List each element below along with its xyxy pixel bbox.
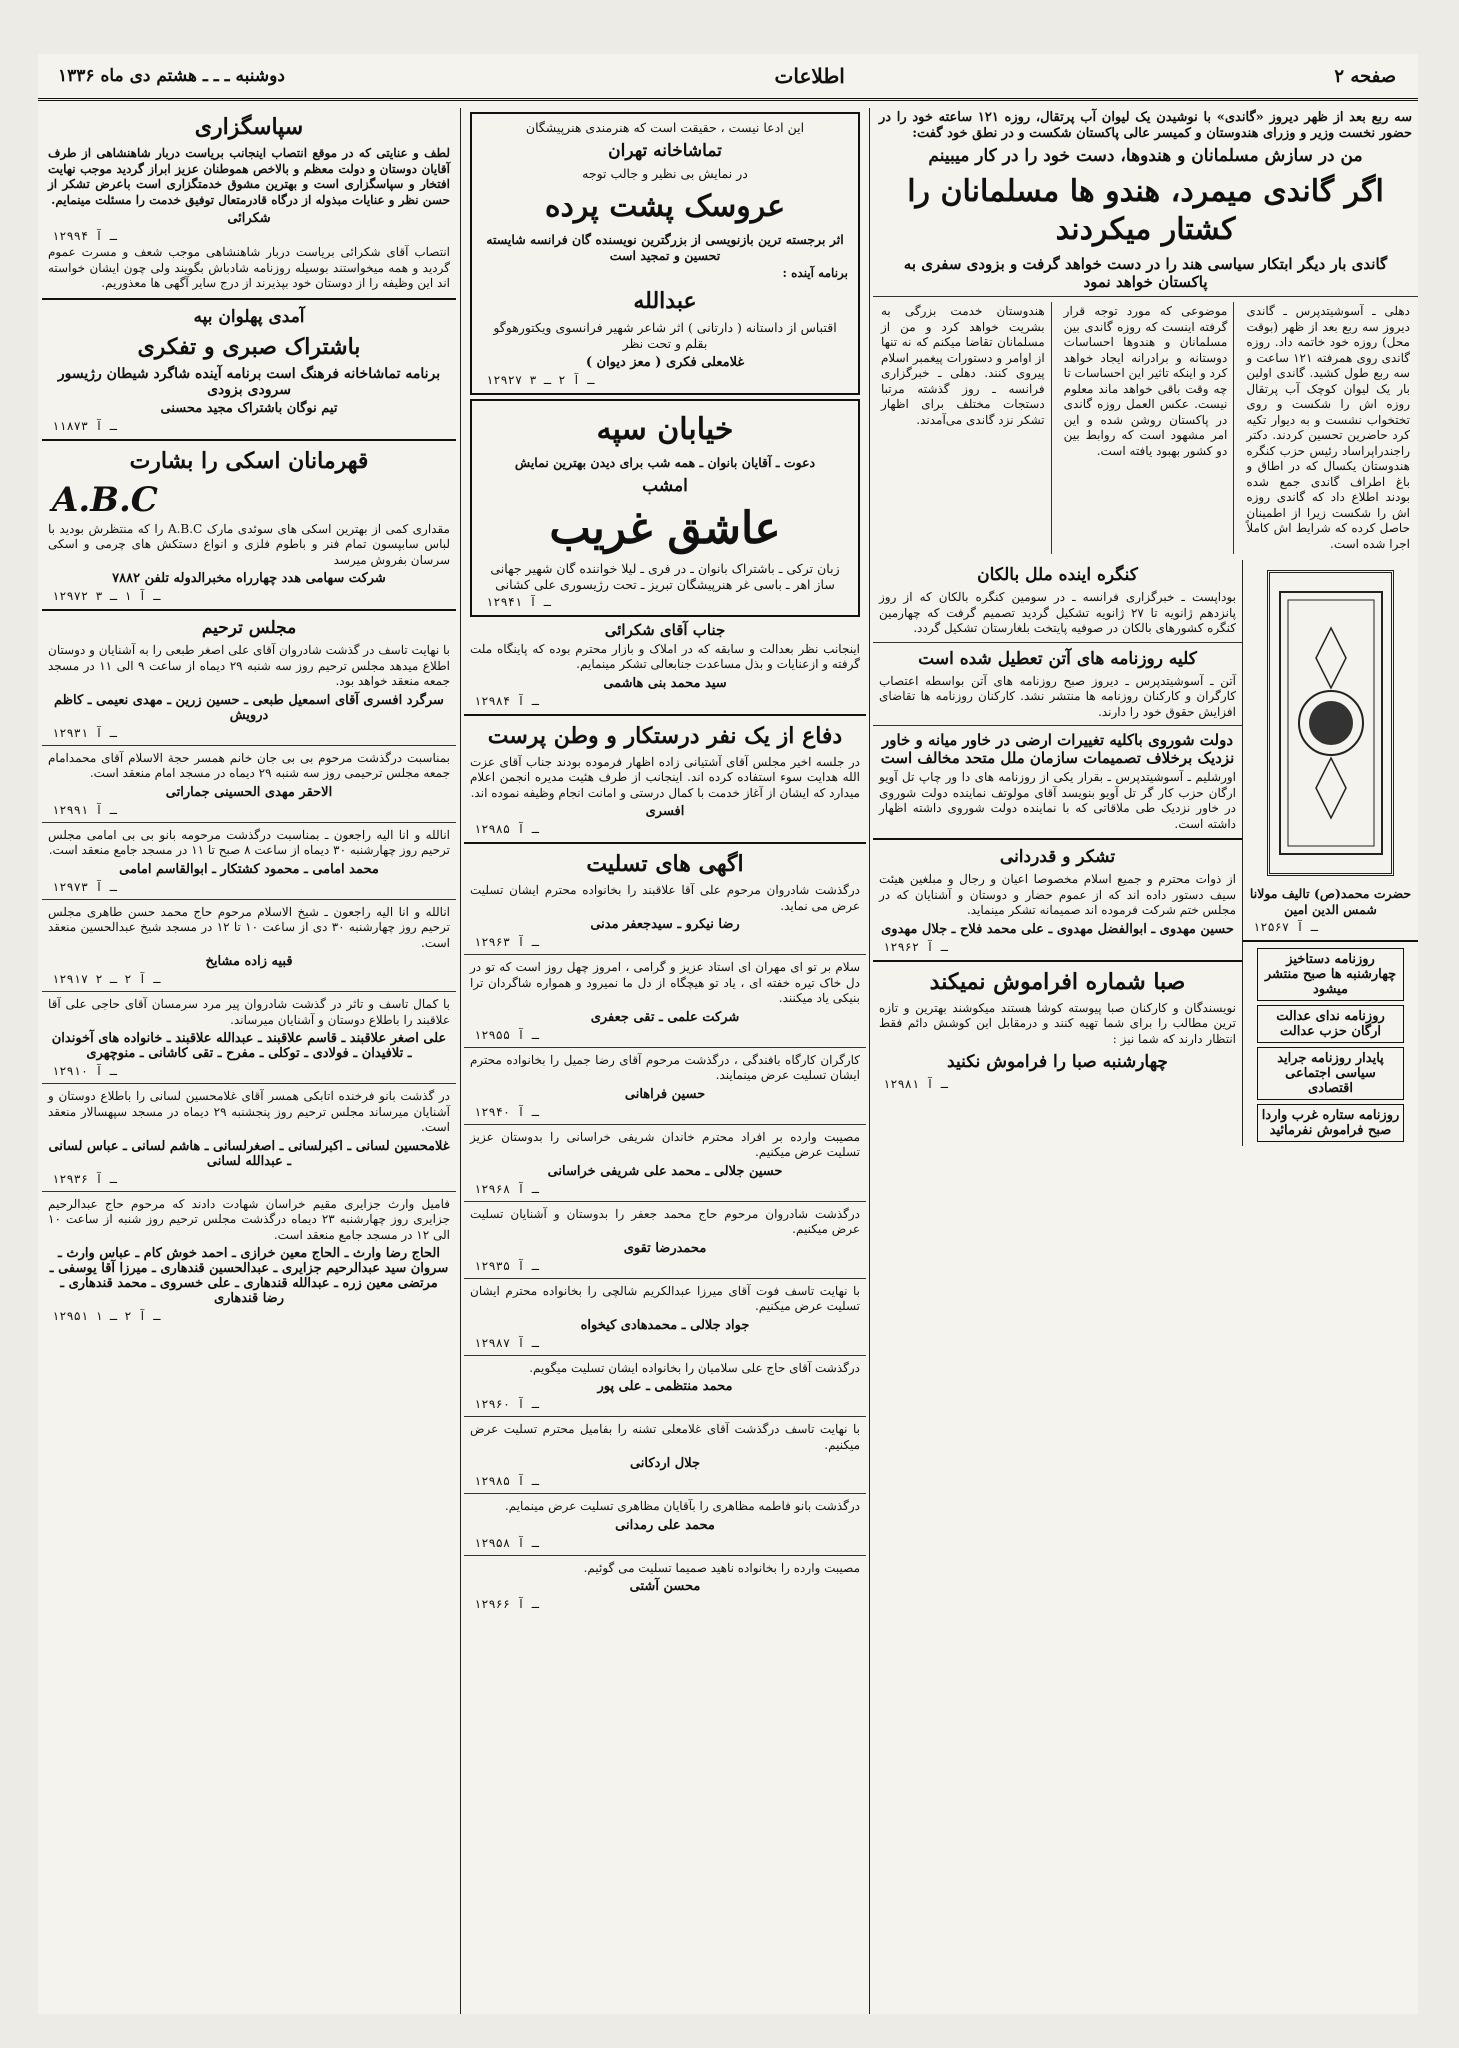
gandhi-body-mid: موضوعی که مورد توجه قرار گرفته اینست که روزه گاندی بین مسلمانان و هندوها احساسات دوستانه و برادرانه ایجاد خواهد کرد و اینکه تاثیر این احساسات تا چه وقت باقی خواهد ماند معلوم نیست. عکس العمل روزه گاندی در پاکستان روشن شده و این امر مشهود است که روابط بین دو کشور بهبود یافته است. — [1063, 304, 1228, 458]
condolence-list — [464, 883, 866, 1611]
ski-text: مقداری کمی از بهترین اسکی های سوئدی مارک A.B.C را که منتظرش بودید با لباس سابپسون تمام فنر و باطوم فلزی و انواع دستکش های چرمی و اسکی سرسان بفروش میرسد — [48, 521, 450, 567]
mourning-code: ۱۲۹۱۷ ـ آ ۲ ـ ۲ — [52, 972, 161, 986]
condolence-signature: رضا نیکرو ـ سیدجعفر مدنی — [590, 917, 740, 932]
ornament-column — [1242, 560, 1418, 1146]
condolence-signature: محمدرضا تقوی — [623, 1240, 707, 1256]
center-column — [464, 108, 866, 2014]
upcoming-note: اقتباس از داستانه ( دارتانی ) اثر شاعر شهیر فرانسوی ویکتورهوگو بقلم و تحت نظر — [493, 319, 837, 351]
newspaper-page — [38, 54, 1418, 2014]
upcoming-author: غلامعلی فکری ( معز دیوان ) — [585, 354, 745, 370]
athens-strike-text: آتن ـ آسوشیتدپرس ـ دیروز صبح روزنامه های آتن بواسطه اعتصاب کارگران و کارکنان روزنامه ها منتشر نشد. کارکنان روزنامه ها تقاضای افزایش حقوق خود را دارند. — [879, 673, 1236, 719]
thanks-title: تشکر و قدردانی — [999, 847, 1116, 867]
defense-text: در جلسه اخیر مجلس آقای آشتیانی زاده اظهار فرموده بودند جناب آقای عزت الله هدایت سوء استفاده کرده اند. اینجانب از طرف هئیت مدیره انجمن اعلام میدارد که ایشان از آغاز خدمت با کمال درستی و امانت انجام وظیفه نموده اند. — [470, 754, 860, 800]
gandhi-body-left: هندوستان خدمت بزرگی به بشریت خواهد کرد و من از مسلمانان تقاضا میکنم که نه تنها از اوامر و دستورات پیغمبر اسلام پیروی کنند. دهلی ـ خبرگزاری فرانسه ـ روز گذشته مرتبا دستجات مختلف برای اظهار تشکر نزد گاندی می‌آمدند. — [880, 304, 1045, 427]
condolence-code: ۱۲۹۵۵ ـ آ — [474, 1027, 540, 1042]
mourning-code: ۱۲۹۵۱ ـ آ ۲ ـ ۱ — [52, 1309, 161, 1323]
soviet-text: اورشلیم ـ آسوشیتدپرس ـ بقرار یکی از روزنامه های دا ور چاپ تل آویو ارگان حزب کار گر تل آویو بنویسد آقای مولوتف نماینده دولت شوروی در خاور نزدیک طی ملاقاتی که با نماینده دولت شوروی داشته اظهار داشته است. — [879, 770, 1236, 831]
condolence-item — [464, 883, 866, 955]
condolence-code: ۱۲۹۸۷ ـ آ — [474, 1335, 540, 1350]
condolence-signature: محمد منتظمی ـ علی پور — [597, 1379, 733, 1394]
condolence-text: مصیبت وارده را بخانواده ناهید صمیما تسلیت می گوئیم. — [583, 1560, 860, 1575]
condolence-code: ۱۲۹۶۶ ـ آ — [474, 1597, 540, 1611]
condolence-item — [464, 1361, 866, 1418]
wrestler-subtitle: باشتراک صبری و تفکری — [137, 333, 361, 360]
condolence-signature: شرکت علمی ـ تقی جعفری — [590, 1009, 740, 1025]
condolence-title: اگهی های تسلیت — [586, 851, 744, 877]
mourning-text: انالله و انا الیه راجعون ـ بمناسبت درگذشت مرحومه بانو بی بی امامی مجلس ترحیم روز چهارشنبه ۳۰ دیماه از ساعت ۸ صبح تا ۱۱ در مسجد جامع منعقد است. — [48, 827, 450, 857]
ad-paydar: پایدار روزنامه جراید سیاسی اجتماعی اقتصادی — [1257, 1047, 1404, 1100]
condolence-signature: حسین جلالی ـ محمد علی شریفی خراسانی — [547, 1163, 783, 1179]
saba-footer: چهارشنبه صبا را فراموش نکنید — [947, 1052, 1168, 1072]
condolence-item — [464, 1130, 866, 1202]
left-column — [42, 108, 456, 2014]
ski-code: ۱۲۹۷۲ ـ آ ۱ ـ ۳ — [52, 589, 161, 603]
athens-strike-title: کلیه روزنامه های آتن تعطیل شده است — [918, 648, 1197, 669]
gandhi-subhead: گاندی بار دیگر ابتکار سیاسی هند را در دست خواهد گرفت و بزودی سفری به پاکستان خواهد نمود — [903, 255, 1388, 291]
condolence-item — [464, 1207, 866, 1279]
theater-ad — [470, 112, 860, 395]
mourning-text: بمناسبت درگذشت مرحوم بی بی جان خانم همسر حجة الاسلام آقای محمدامام جمعه مجلس ترحیمی روز سه شنبه ۲۹ دیماه در مسجد امام منعقد است. — [48, 750, 450, 780]
condolence-text: درگذشت آقای حاج علی سلامیان را بخانواده ایشان تسلیت میگویم. — [529, 1360, 860, 1375]
condolence-text: کارگران کارگاه بافندگی ، درگذشت مرحوم آقای رضا جمیل را بخانواده محترم ایشان تسلیت عرض مینمایند. — [470, 1052, 860, 1082]
balkan-title: کنگره اینده ملل بالکان — [977, 565, 1138, 585]
condolence-item — [464, 1284, 866, 1356]
mourning-code: ۱۲۹۹۱ ـ آ — [52, 802, 118, 817]
upcoming-label: برنامه آینده : — [782, 266, 848, 280]
saba-code: ۱۲۹۸۱ ـ آ — [883, 1077, 949, 1091]
condolence-item — [464, 1422, 866, 1494]
book-ornament — [1267, 570, 1394, 876]
gandhi-intro: سه ربع بعد از ظهر دیروز «گاندی» با نوشیدن یک لیوان آب پرتقال، روزه ۱۲۱ ساعته خود را در حضور نخست وزیر و وزرای هندوستان و کمیسر عالی پاکستان شکست و در نطق خود گفت: — [879, 110, 1413, 141]
condolence-text: سلام بر تو ای مهران ای استاد عزیز و گرامی ، امروز چهل روز است که تو در دل خاک تیره خفته ای ، یاد تو هیچگاه از دل ما نمیرود و همواره شاگردان ترا بنیکی یاد میکنند. — [470, 960, 861, 1005]
ski-brand: A.B.C — [52, 479, 158, 520]
ornament-caption: حضرت محمد(ص) تالیف مولانا شمس الدین امین — [1249, 886, 1412, 917]
saba-text: نویسندگان و کارکنان صبا پیوسته کوشا هستند میکوشند بهترین و تازه ترین مطالب را برای شما تهیه کنند و درمقابل این کوشش دائم فقط انتظار دارند که شما نیز : — [879, 1000, 1236, 1046]
mourning-item — [42, 997, 456, 1084]
gandhi-headline-1: من در سازش مسلمانان و هندوها، دست خود را در کار میبینم — [928, 146, 1363, 166]
page-header — [38, 54, 1418, 101]
ad-rastakhiz: روزنامه دستاخیز چهارشنبه ها صبح منتشر میشود — [1257, 948, 1404, 1001]
play-title: عروسک پشت پرده — [544, 189, 786, 224]
thanks2-title: جناب آقای شکرائی — [604, 620, 726, 639]
theater-line: در نمایش بی نظیر و جالب توجه — [582, 166, 748, 181]
issue-date: دوشنبه ـ ـ ـ هشتم دی ماه ۱۳۳۶ — [58, 66, 285, 86]
film-code: ۱۲۹۴۱ ـ آ — [486, 594, 552, 609]
mourning-signature: علی اصغر علاقبند ـ قاسم علاقبند ـ عبدالله علاقبند ـ خانواده های آخوندان ـ تلافیدان ـ فولادی ـ توکلی ـ مفرح ـ تقی کاشانی ـ منوچهری — [51, 1031, 447, 1061]
mourning-text: فامیل وارث جزایری مقیم خراسان شهادت دادند که مرحوم حاج عبدالرحیم جزایری روز چهارشنبه ۲۳ دیماه درگذشت مجلس ترحیم روز شنبه از ساعت ۱۰ الی ۱۲ در مسجد جامع منعقد است. — [48, 1196, 450, 1242]
gratitude-title: سپاسگزاری — [194, 114, 304, 140]
mourning-code: ۱۲۹۷۳ ـ آ — [52, 879, 118, 894]
ad-setareh-gharb: روزنامه ستاره غرب واردا صبح فراموش نفرمائید — [1257, 1104, 1404, 1142]
mourning-item — [42, 643, 456, 746]
ornament-icon — [1276, 588, 1386, 858]
condolence-code: ۱۲۹۳۵ ـ آ — [474, 1258, 540, 1273]
play-note: اثر برجسته ترین بازنویسی از بزرگترین نویسنده گان فرانسه شایسته تحسین و تمجید است — [486, 232, 844, 263]
newspaper-name: اطلاعات — [774, 64, 845, 88]
cinema-ad — [470, 399, 860, 617]
condolence-item — [464, 960, 866, 1048]
cinema-title: خیابان سپه — [596, 411, 734, 447]
condolence-text: مصیبت وارده بر افراد محترم خاندان شریفی خراسانی را بدوستان عزیز تسلیت عرض میکنیم. — [470, 1129, 860, 1159]
gandhi-body — [875, 302, 1416, 554]
mourning-signature: قبیه زاده مشایخ — [205, 954, 293, 969]
condolence-item — [464, 1053, 866, 1125]
mourning-item — [42, 1089, 456, 1192]
gratitude-text: لطف و عنایتی که در موقع انتصاب اینجانب بریاست دربار شاهنشاهی از طرف آقایان دوستان و دولت معظم و بالاخص هموطنان عزیز ابراز گردید موجب نهایت افتخار و سپاسگزاری است و بهترین مشوق خدمتگزاری است باعرض تشکر از حسن نظر و عنایات مبذوله از درگاه قادرمتعال توفیق خدمت را مسئلت مینمایم. — [48, 146, 450, 207]
thanks2-code: ۱۲۹۸۴ ـ آ — [474, 693, 540, 708]
ski-company: شرکت سهامی هدد چهارراه مخبرالدوله تلفن ۷۸۸۲ — [112, 571, 386, 586]
cinema-invite: دعوت ـ آقایان بانوان ـ همه شب برای دیدن بهترین نمایش — [514, 454, 816, 470]
mourning-code: ۱۲۹۳۶ ـ آ — [52, 1171, 118, 1186]
soviet-title: دولت شوروی باکلیه تغییرات ارضی در خاور میانه و خاور نزدیک برخلاف تصمیمات سازمان ملل متحد مخالف است — [880, 731, 1235, 767]
defense-signature: افسری — [645, 804, 685, 819]
mourning-text: انالله و انا الیه راجعون ـ شیخ الاسلام مرحوم حاج محمد حسن طاهری مجلس ترحیم روز چهارشنبه ۳۰ دی از ساعت ۱۰ تا ۱۲ در مسجد شیخ عبدالحسین منعقد است. — [48, 904, 450, 950]
cinema-tonight: امشب — [642, 475, 688, 496]
condolence-item — [464, 1561, 866, 1612]
condolence-text: درگذشت بانو فاطمه مظاهری را بآقایان مظاهری تسلیت عرض مینمایم. — [504, 1499, 860, 1513]
mourning-text: با کمال تاسف و تاثر در گذشت شادروان پیر مرد سرمسان آقای حاجی علی آقا علاقبند را باطلاع دوستان و آشنایان میرساند. — [48, 997, 450, 1027]
page-number: صفحه ۲ — [1334, 65, 1396, 87]
condolence-text: با نهایت تاسف فوت آقای میرزا عبدالکریم شالچی را بخانواده محترم ایشان تسلیت عرض میکنیم. — [470, 1283, 860, 1313]
gandhi-body-right: دهلی ـ آسوشیتدپرس ـ گاندی دیروز سه ربع بعد از ظهر (بوقت محل) روزه خود خاتمه داد. روزه گاندی روی همرفته ۱۲۱ ساعت و سه ربع طول کشید. گاندی اولین بار یک لیوان کوچک آب پرتقال روزه اش را شکست و روی تختخواب نشست و به دیوار تکیه کرد حاضرین تحسین کردند. دکتر راجندراپراساد رئیس حزب کنگره هندوستان یکسال که در اطاق و باغ اطراف گاندی جمع شده بودند اطلاع داد که گاندی روزه اش را شکست زیرا از اطمینان حاصل کرده ‌که شرایط اش کاملاً اجرا شده است. — [1246, 304, 1410, 551]
theater-intro: این ادعا نیست ، حقیقت است که هنرمندی هنرپیشگان — [525, 120, 805, 135]
saba-title: صبا شماره افراموش نمیکند — [929, 968, 1186, 995]
ski-title: قهرمانان اسکی را بشارت — [129, 447, 369, 474]
condolence-signature: جلال اردکانی — [629, 1456, 701, 1471]
main-news-column — [873, 108, 1418, 2014]
thanks-text: از ذوات محترم و جمیع اسلام مخصوصا اعیان و رجال و مبلغین هیئت سیف دستور داده اند که از عموم حضار و دوستان و آشنایان که در مجلس ختم شرکت فرموده اند صمیمانه تشکر مینماید. — [879, 872, 1236, 917]
condolence-code: ۱۲۹۶۰ ـ آ — [474, 1397, 540, 1411]
condolence-code: ۱۲۹۶۳ ـ آ — [474, 935, 540, 949]
gandhi-headline-2: اگر گاندی میمرد، هندو ها مسلمانان را کشتار میکردند — [907, 174, 1384, 247]
wrestler-title: آمدی پهلوان بپه — [193, 306, 305, 327]
gratitude-signature: شکرائی — [227, 211, 271, 226]
condolence-signature: محمد علی رمدانی — [615, 1517, 715, 1533]
condolence-signature: جواد جلالی ـ محمدهادی کیخواه — [580, 1317, 750, 1333]
mourning-item — [42, 751, 456, 823]
mourning-signature: الحاج رضا وارث ـ الحاج معین خرازی ـ احمد خوش کام ـ عباس وارث ـ سروان سید عبدالرحیم جزایری ـ عبدالحسین قندهاری ـ میرزا آقا یوسفی ـ مرتضی معین زره ـ عبدالله قندهاری ـ علی خسروی ـ محمد قندهاری ـ رضا قندهاری — [49, 1246, 449, 1306]
thanks-code: ۱۲۹۶۲ ـ آ — [883, 939, 949, 954]
gratitude-code: ۱۲۹۹۴ ـ آ — [52, 229, 118, 243]
thanks2-signature: سید محمد بنی هاشمی — [603, 675, 727, 691]
wrestler-text: برنامه تماشاخانه فرهنگ است برنامه آینده شاگرد شیطان رژیسور سرودی بزودی — [57, 365, 441, 398]
film-note: زبان ترکی ـ باشتراک بانوان ـ در فری ـ لیلا خواننده گان شهیر جهانی ساز اهر ـ باسی غر هنرپیشگان تبریز ـ تحت رژیسوری علی کشانی — [490, 560, 840, 592]
thanks2-text: اینجانب نظر بعدالت و سابقه که در املاک و بازار محترم بوده که پاینگاه ملت گرفته و ازعنایات و بذل مساعدت جنابعالی تشکر مینمایم. — [470, 641, 860, 671]
condolence-text: درگذشت شادروان مرحوم حاج محمد جعفر را بدوستان و آشنایان تسلیت عرض میکنیم. — [470, 1206, 860, 1236]
condolence-signature: حسین فراهانی — [624, 1086, 706, 1102]
condolence-signature: محسن آشتی — [629, 1579, 701, 1594]
mourning-item — [42, 905, 456, 993]
mourning-title: مجلس ترحیم — [201, 618, 297, 638]
upcoming-code: ۱۲۹۲۷ ـ آ ۲ ـ ۳ — [486, 372, 595, 387]
defense-code: ۱۲۹۸۵ ـ آ — [474, 822, 540, 836]
balkan-text: بوداپست ـ خبرگزاری فرانسه ـ در سومین کنگره بالکان که از روز پانزدهم ژانویه تا ۲۷ ژانویه تشکیل گردید تصمیم گرفت که چهارمین کنگره کشورهای بالکان در صوفیه پایتخت بلغارستان تشکیل گردد. — [879, 590, 1237, 635]
ornament-code: ۱۲۵۶۷ ـ آ — [1253, 920, 1319, 934]
mourning-code: ۱۲۹۱۰ ـ آ — [52, 1064, 118, 1078]
mourning-item — [42, 1197, 456, 1324]
mourning-text: با نهایت تاسف در گذشت شادروان آقای علی اصغر طبعی را به آشنایان و دوستان اطلاع میدهد مجلس ترحیم روز سه شنبه ۲۹ دیماه از ساعت ۹ الی ۱۱ در مسجد جمعه منعقد خواهد بود. — [48, 643, 451, 688]
mourning-signature: سرگرد افسری آقای اسمعیل طبعی ـ حسین زرین ـ مهدی نعیمی ـ کاظم درویش — [54, 692, 444, 723]
condolence-code: ۱۲۹۵۸ ـ آ — [474, 1535, 540, 1550]
defense-title: دفاع از یک نفر درستکار و وطن پرست — [487, 722, 843, 749]
wrestler-signature: تیم نوگان باشتراک مجید محسنی — [160, 400, 338, 416]
condolence-item — [464, 1499, 866, 1556]
condolence-code: ۱۲۹۶۸ ـ آ — [474, 1181, 540, 1196]
thanks-signature: حسین مهدوی ـ ابوالفضل مهدوی ـ علی محمد فلاح ـ جلال مهدوی — [881, 921, 1234, 937]
condolence-code: ۱۲۹۴۰ ـ آ — [474, 1104, 540, 1119]
theater-name: تماشاخانه تهران — [608, 141, 722, 161]
mourning-code: ۱۲۹۳۱ ـ آ — [52, 725, 118, 740]
mourning-item — [42, 828, 456, 900]
upcoming-title: عبدالله — [633, 287, 697, 314]
mourning-list — [42, 643, 456, 1323]
film-title: عاشق غریب — [549, 502, 781, 554]
condolence-code: ۱۲۹۸۵ ـ آ — [474, 1474, 540, 1488]
wrestler-code: ۱۱۸۷۳ ـ آ — [52, 418, 118, 433]
mourning-text: در گذشت بانو فرخنده اتابکی همسر آقای غلامحسین لسانی را باطلاع دوستان و آشنایان میرساند مجلس ترحیم روز پنجشنبه ۲۹ دیماه در مسجد سپهسالار منعقد است. — [48, 1089, 450, 1134]
mourning-signature: الاحقر مهدی الحسینی جماراتی — [165, 784, 333, 800]
gratitude-note: انتصاب آقای شکرائی بریاست دربار شاهنشاهی موجب شعف و مسرت عموم گردید و همه میخواستند بوسیله روزنامه شادباش بگویند ولی چون ایشان خواسته اند این وظیفه را از دوستان خود بپذیرند از درج سایر آگهی ها معذوریم. — [48, 245, 450, 290]
condolence-text: با نهایت تاسف درگذشت آقای غلامعلی تشنه را بفامیل محترم تسلیت عرض میکنیم. — [470, 1422, 860, 1452]
mourning-signature: غلامحسین لسانی ـ اکبرلسانی ـ اصغرلسانی ـ هاشم لسانی ـ عباس لسانی ـ عبدالله لسانی — [48, 1138, 450, 1169]
mourning-signature: محمد امامی ـ محمود کشتکار ـ ابوالقاسم امامی — [119, 861, 379, 877]
ad-nedaye-edalat: روزنامه ندای عدالت ارگان حزب عدالت — [1257, 1005, 1404, 1043]
condolence-text: درگذشت شادروان مرحوم علی آقا علاقبند را بخانواده محترم ایشان تسلیت عرض می نماید. — [470, 883, 860, 913]
